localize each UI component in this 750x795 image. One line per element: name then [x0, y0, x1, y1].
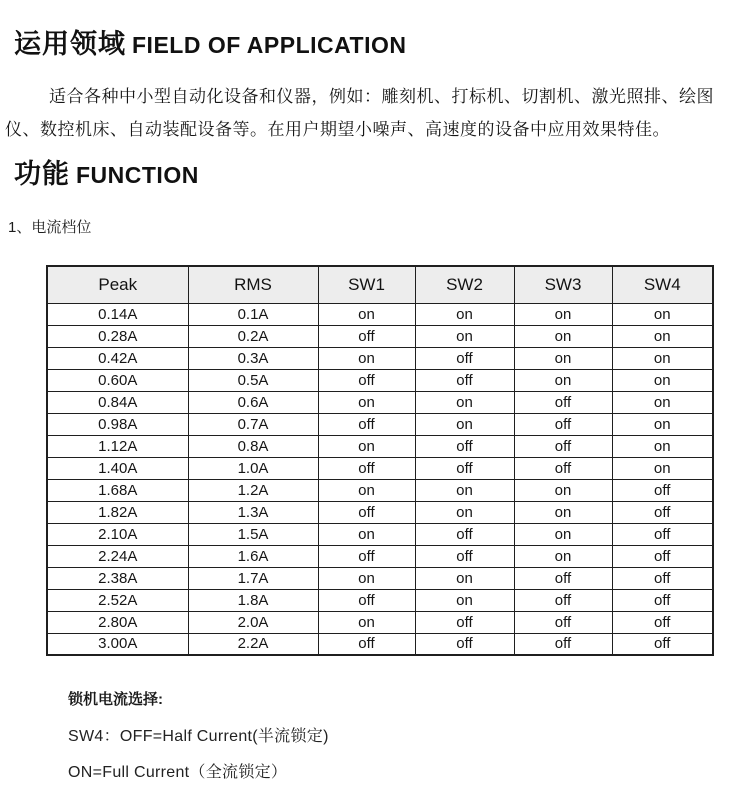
- lock-current-notes: [68, 688, 329, 795]
- table-cell: off: [612, 633, 713, 655]
- table-cell: 1.6A: [188, 545, 318, 567]
- table-cell: 1.5A: [188, 523, 318, 545]
- table-cell: off: [415, 435, 514, 457]
- lock-current-note-sw4-off: SW4：OFF=Half Current(半流锁定): [68, 728, 329, 745]
- table-cell: 0.6A: [188, 391, 318, 413]
- table-cell: on: [318, 523, 415, 545]
- table-cell: off: [612, 523, 713, 545]
- function-section-title: [14, 152, 199, 191]
- table-cell: 1.7A: [188, 567, 318, 589]
- table-cell: 2.24A: [47, 545, 188, 567]
- table-cell: off: [612, 501, 713, 523]
- table-row: [47, 589, 713, 611]
- table-cell: off: [318, 501, 415, 523]
- table-cell: off: [318, 633, 415, 655]
- table-cell: off: [318, 545, 415, 567]
- table-row: [47, 611, 713, 633]
- table-row: [47, 567, 713, 589]
- table-cell: on: [415, 391, 514, 413]
- table-cell: off: [318, 457, 415, 479]
- table-cell: on: [318, 347, 415, 369]
- table-cell: on: [514, 347, 612, 369]
- table-cell: 1.12A: [47, 435, 188, 457]
- table-cell: 1.8A: [188, 589, 318, 611]
- table-cell: 0.3A: [188, 347, 318, 369]
- table-cell: on: [612, 303, 713, 325]
- lock-current-note-sw4-on: ON=Full Current（全流锁定）: [68, 764, 288, 781]
- table-cell: 0.7A: [188, 413, 318, 435]
- table-row: [47, 325, 713, 347]
- application-section-title: [14, 22, 407, 61]
- application-paragraph: 适合各种中小型自动化设备和仪器，例如：雕刻机、打标机、切割机、激光照排、绘图仪、数控机床、自动装配设备等。在用户期望小噪声、高速度的设备中应用效果特佳。: [5, 87, 714, 139]
- function-title-zh: 功能: [14, 159, 70, 189]
- function-title-en: FUNCTION: [76, 162, 199, 188]
- table-cell: 0.98A: [47, 413, 188, 435]
- table-body: [47, 303, 713, 655]
- table-row: [47, 347, 713, 369]
- table-row: [47, 479, 713, 501]
- table-cell: off: [415, 545, 514, 567]
- table-cell: off: [514, 611, 612, 633]
- application-title-zh: 运用领域: [14, 29, 126, 59]
- table-cell: 2.80A: [47, 611, 188, 633]
- table-cell: 1.40A: [47, 457, 188, 479]
- table-cell: on: [415, 325, 514, 347]
- table-row: [47, 413, 713, 435]
- table-cell: off: [415, 457, 514, 479]
- table-cell: on: [612, 391, 713, 413]
- table-cell: 1.68A: [47, 479, 188, 501]
- table-cell: on: [612, 325, 713, 347]
- table-row: [47, 457, 713, 479]
- table-cell: on: [514, 325, 612, 347]
- table-row: [47, 391, 713, 413]
- table-cell: 0.42A: [47, 347, 188, 369]
- table-cell: off: [318, 589, 415, 611]
- table-cell: off: [514, 435, 612, 457]
- table-cell: 0.28A: [47, 325, 188, 347]
- table-row: [47, 523, 713, 545]
- current-gear-item-label: 1、电流档位: [8, 219, 92, 236]
- table-cell: 1.82A: [47, 501, 188, 523]
- table-row: [47, 435, 713, 457]
- table-row: [47, 545, 713, 567]
- table-cell: on: [318, 391, 415, 413]
- table-cell: off: [415, 369, 514, 391]
- table-cell: on: [612, 369, 713, 391]
- table-cell: 0.1A: [188, 303, 318, 325]
- table-row: [47, 633, 713, 655]
- table-cell: on: [318, 435, 415, 457]
- table-cell: on: [612, 435, 713, 457]
- table-cell: off: [514, 413, 612, 435]
- table-cell: on: [612, 347, 713, 369]
- table-header-row: [47, 266, 713, 303]
- table-cell: on: [415, 303, 514, 325]
- table-cell: off: [318, 369, 415, 391]
- table-cell: 1.3A: [188, 501, 318, 523]
- table-cell: 0.2A: [188, 325, 318, 347]
- table-cell: off: [514, 457, 612, 479]
- table-cell: 2.0A: [188, 611, 318, 633]
- current-settings-table: [46, 265, 714, 656]
- table-cell: 3.00A: [47, 633, 188, 655]
- table-cell: 0.14A: [47, 303, 188, 325]
- table-cell: on: [514, 303, 612, 325]
- table-cell: on: [612, 457, 713, 479]
- table-cell: off: [415, 523, 514, 545]
- table-cell: off: [415, 611, 514, 633]
- table-cell: 1.2A: [188, 479, 318, 501]
- table-cell: on: [415, 567, 514, 589]
- table-cell: off: [514, 589, 612, 611]
- table-cell: off: [514, 391, 612, 413]
- table-header-cell: RMS: [188, 266, 318, 303]
- table-cell: 0.5A: [188, 369, 318, 391]
- table-cell: off: [612, 545, 713, 567]
- table-cell: 0.60A: [47, 369, 188, 391]
- table-row: [47, 303, 713, 325]
- table-cell: on: [514, 523, 612, 545]
- table-cell: on: [415, 589, 514, 611]
- table-cell: 0.8A: [188, 435, 318, 457]
- table-cell: off: [612, 611, 713, 633]
- table-cell: on: [318, 303, 415, 325]
- table-cell: off: [415, 347, 514, 369]
- table-cell: 2.2A: [188, 633, 318, 655]
- table-cell: off: [318, 325, 415, 347]
- table-cell: on: [514, 545, 612, 567]
- table-cell: off: [514, 567, 612, 589]
- table-header-cell: SW4: [612, 266, 713, 303]
- application-title-en: FIELD OF APPLICATION: [132, 32, 407, 58]
- table-cell: off: [514, 633, 612, 655]
- table-cell: 2.10A: [47, 523, 188, 545]
- table-cell: 1.0A: [188, 457, 318, 479]
- table-cell: 0.84A: [47, 391, 188, 413]
- table-header-cell: Peak: [47, 266, 188, 303]
- lock-current-notes-title: 锁机电流选择:: [68, 691, 163, 708]
- table-cell: on: [318, 611, 415, 633]
- table-row: [47, 501, 713, 523]
- table-cell: on: [612, 413, 713, 435]
- table-cell: on: [514, 501, 612, 523]
- table-cell: off: [612, 479, 713, 501]
- table-row: [47, 369, 713, 391]
- table-cell: on: [415, 479, 514, 501]
- table-cell: on: [514, 369, 612, 391]
- table-header-cell: SW1: [318, 266, 415, 303]
- table-cell: 2.38A: [47, 567, 188, 589]
- table-cell: on: [415, 501, 514, 523]
- table-cell: on: [514, 479, 612, 501]
- table-cell: 2.52A: [47, 589, 188, 611]
- table-cell: off: [318, 413, 415, 435]
- table-header-cell: SW2: [415, 266, 514, 303]
- table-header-cell: SW3: [514, 266, 612, 303]
- table-cell: off: [612, 567, 713, 589]
- table-cell: on: [415, 413, 514, 435]
- table-cell: off: [415, 633, 514, 655]
- table-cell: on: [318, 567, 415, 589]
- table-cell: off: [612, 589, 713, 611]
- table-cell: on: [318, 479, 415, 501]
